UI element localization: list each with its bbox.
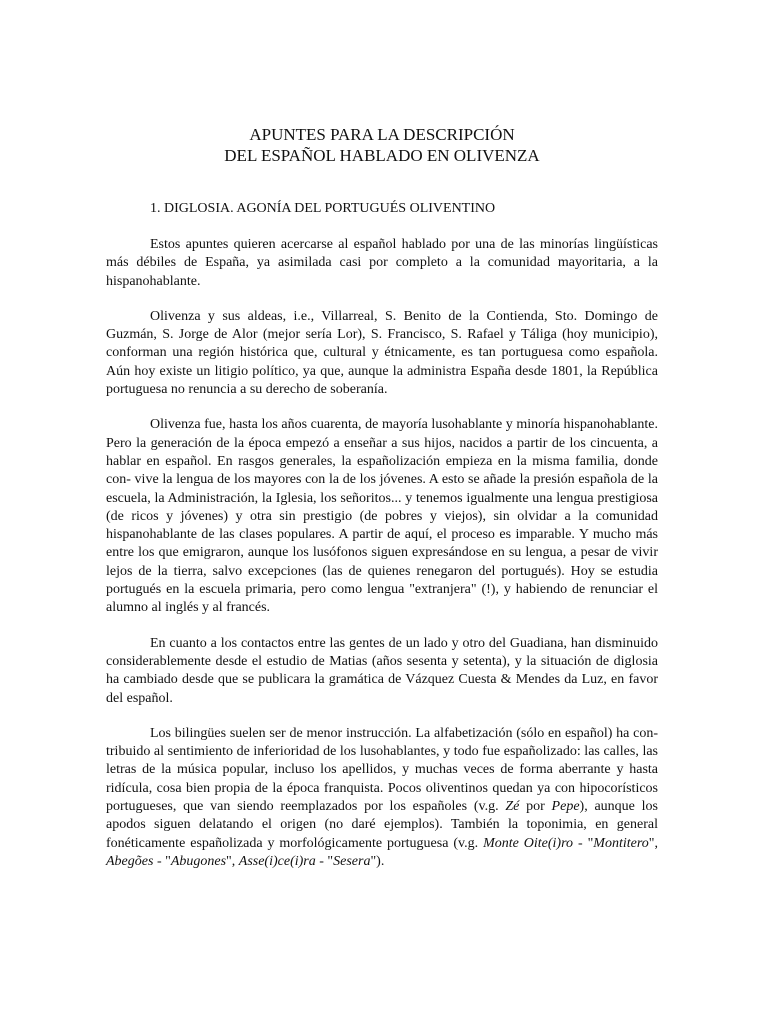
example-asseiceira: Asse(i)ce(i)ra — [238, 853, 316, 869]
paragraph-5-dash-1: - " — [573, 835, 594, 851]
title-line-1: APUNTES PARA LA DESCRIPCIÓN — [249, 125, 515, 144]
paragraph-5-dash-2: - " — [153, 853, 171, 869]
paragraph-4: En cuanto a los contactos entre las gentes de un lado y otro del Guadiana, han disminuido considerablemente desde el estudio de Matias (años sesenta y setenta), y la situación de diglosia ha cambiado desde que se publicara la gramática de Vázquez Cuesta & Mendes da Luz, en favor del español. — [106, 635, 658, 706]
example-ze: Zé — [505, 799, 520, 815]
paragraph-5-sep-1: ", — [648, 835, 658, 851]
example-pepe: Pepe — [551, 799, 580, 815]
paragraph-5-text-a: Los bilingües suelen ser de menor instrucción. La alfabetización (sólo en español) ha con- tribuido al sentimiento de inferioridad de los lusohablantes, y todo fue españolizado: las calles, las letras de la música popular, incluso los apellidos, y muchas veces de forma aberrante y hasta ridícula, cosa bien propia de la época franquista. Pocos oliventinos quedan ya con hipocorísticos portugueses, que van siendo reemplazados por los españoles (v.g. — [106, 725, 658, 815]
example-abugones: Abugones — [170, 853, 227, 869]
paragraph-5 — [106, 725, 658, 871]
paragraph-5-sep-2: ", — [226, 853, 239, 869]
paragraph-5-text-b: ), aunque los apodos siguen delatando el origen (no daré ejemplos). También la toponimia, en general fonéticamente españolizada y morfológicamente portuguesa (v.g. — [106, 799, 658, 851]
document-page — [106, 124, 658, 871]
paragraph-5-por: por — [519, 799, 552, 815]
example-montitero: Montitero — [593, 835, 649, 851]
section-heading: 1. DIGLOSIA. AGONÍA DEL PORTUGUÉS OLIVENTINO — [150, 201, 496, 216]
paragraph-1: Estos apuntes quieren acercarse al español hablado por una de las minorías lingüísticas más débiles de España, ya asimilada casi por completo a la comunidad mayoritaria, a la hispanohablante. — [106, 237, 658, 289]
title-line-2: DEL ESPAÑOL HABLADO EN OLIVENZA — [224, 146, 540, 165]
example-abegoes: Abegões — [106, 853, 154, 869]
paragraph-5-end: "). — [370, 853, 385, 869]
paragraph-3: Olivenza fue, hasta los años cuarenta, de mayoría lusohablante y minoría hispanohablante. Pero la generación de la época empezó a enseñar a sus hijos, nacidos a partir de los cincuenta, a hablar en español. En rasgos generales, la españolización empieza en la misma familia, donde con- vive la lengua de los mayores con la de los jóvenes. A esto se añade la presión española de la escuela, la Administración, la Iglesia, los señoritos... y tenemos igualmente una lengua prestigiosa (de ricos y jóvenes) y otra sin prestigio (de pobres y viejos), sin olvidar a la comunidad hispanohablante de las clases populares. A partir de aquí, el proceso es imparable. Y mucho más entre los que emigraron, aunque los lusófonos siguen expresándose en su lengua, a pesar de vivir lejos de la tierra, salvo excepciones (las de quienes renegaron del portugués). Hoy se estudia portugués en la escuela primaria, pero como lengua "extranjera" (!), y habiendo de renunciar el alumno al inglés y al francés. — [106, 417, 658, 616]
example-sesera: Sesera — [333, 853, 371, 869]
paragraph-5-dash-3: - " — [315, 853, 334, 869]
example-monte-oiteiro: Monte Oite(i)ro — [483, 835, 574, 851]
paragraph-2: Olivenza y sus aldeas, i.e., Villarreal, S. Benito de la Contienda, Sto. Domingo de Guzmán, S. Jorge de Alor (mejor sería Lor), S. Francisco, S. Rafael y Táliga (hoy municipio), conforman una región histórica que, cultural y étnicamente, es tan portuguesa como española. Aún hoy existe un litigio político, ya que, aunque la administra España desde 1801, la República portuguesa no renuncia a su derecho de soberanía. — [106, 308, 658, 398]
document-title — [106, 124, 658, 166]
